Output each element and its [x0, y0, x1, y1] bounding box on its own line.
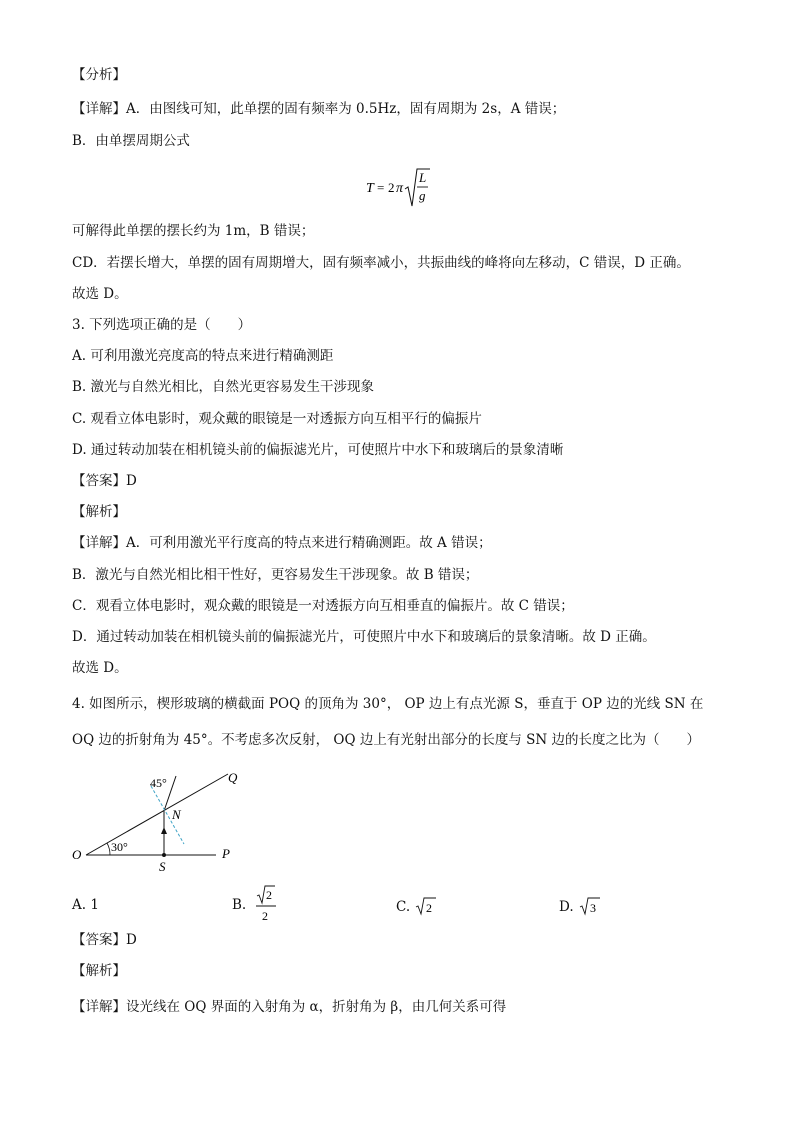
point-S-dot: [162, 853, 166, 857]
question-3-detail-c: C．观看立体电影时，观众戴的眼镜是一对透振方向互相垂直的偏振片。故 C 错误；: [72, 598, 574, 614]
formula-g: g: [419, 188, 426, 203]
line-formula-intro: B．由单摆周期公式: [72, 133, 190, 149]
question-3-detail-b: B．激光与自然光相比相干性好，更容易发生干涉现象。故 B 错误；: [72, 567, 479, 583]
line-choose-d-1: 故选 D。: [72, 286, 128, 302]
label-N: N: [172, 807, 181, 822]
wedge-glass-diagram: [66, 766, 246, 882]
formula-eq: =: [377, 180, 385, 195]
question-4-stem-line-2: OQ 边的折射角为 45°。不考虑多次反射， OQ 边上有光射出部分的长度与 SN 边的长度之比为（ ）: [72, 732, 701, 748]
label-P: P: [222, 846, 230, 861]
option-d-radicand: 3: [589, 901, 596, 915]
formula-2: 2: [388, 180, 395, 195]
line-detail-a: 【详解】A．由图线可知，此单摆的固有频率为 0.5Hz，固有周期为 2s，A 错误；: [72, 101, 566, 117]
line-length-result: 可解得此单摆的摆长约为 1m，B 错误；: [72, 223, 315, 239]
formula-L: L: [419, 170, 427, 185]
formula-radical: [405, 169, 430, 206]
question-3-choose-d: 故选 D。: [72, 660, 128, 676]
option-b-numerator: 2: [265, 888, 272, 902]
question-3-option-d: D. 通过转动加装在相机镜头前的偏振滤光片，可使照片中水下和玻璃后的景象清晰: [72, 442, 564, 458]
label-30-degree: 30°: [111, 840, 128, 854]
question-3-option-a: A. 可利用激光亮度高的特点来进行精确测距: [72, 348, 334, 364]
option-b-denominator: 2: [261, 909, 268, 923]
question-3-stem: 3. 下列选项正确的是（ ）: [72, 317, 252, 333]
label-Q: Q: [228, 770, 238, 785]
label-45-degree: 45°: [150, 776, 167, 790]
option-c-radicand: 2: [426, 901, 433, 915]
question-3-option-c: C. 观看立体电影时，观众戴的眼镜是一对透振方向互相平行的偏振片: [72, 411, 482, 427]
question-3-detail-d: D．通过转动加装在相机镜头前的偏振滤光片，可使照片中水下和玻璃后的景象清晰。故 D 正确。: [72, 629, 656, 645]
pendulum-period-formula: [364, 165, 444, 215]
label-O: O: [72, 847, 82, 862]
question-4-detail: 【详解】设光线在 OQ 界面的入射角为 α，折射角为 β，由几何关系可得: [72, 999, 507, 1015]
option-b-fraction: [251, 884, 281, 926]
question-4-answer: 【答案】D: [72, 932, 137, 948]
question-3-option-b: B. 激光与自然光相比，自然光更容易发生干涉现象: [72, 379, 375, 395]
question-3-answer: 【答案】D: [72, 473, 137, 489]
question-4-option-a: [72, 896, 99, 914]
question-4-analysis-label: 【解析】: [72, 963, 126, 979]
option-c-label: C.: [396, 899, 411, 915]
question-4-option-d: [559, 896, 602, 916]
option-d-sqrt: [578, 896, 602, 916]
option-c-sqrt: [414, 896, 438, 916]
option-a-value: 1: [90, 897, 99, 913]
angle-arc-30: [107, 843, 110, 855]
ray-arrow: [161, 827, 167, 834]
question-4-option-b: [232, 884, 281, 926]
formula-pi: π: [396, 181, 404, 196]
question-3-detail-a: 【详解】A．可利用激光平行度高的特点来进行精确测距。故 A 错误；: [72, 535, 492, 551]
question-4-stem-line-1: 4. 如图所示，楔形玻璃的横截面 POQ 的顶角为 30°， OP 边上有点光源 S，垂直于 OP 边的光线 SN 在: [72, 696, 704, 712]
option-d-label: D.: [559, 899, 574, 915]
line-analysis-1: 【分析】: [72, 67, 126, 83]
question-4-option-c: [396, 896, 438, 916]
label-S: S: [159, 859, 166, 874]
option-a-label: A.: [72, 897, 87, 913]
line-detail-cd: CD．若摆长增大，单摆的固有周期增大，固有频率减小，共振曲线的峰将向左移动，C 错误，D 正确。: [72, 255, 690, 271]
option-b-label: B.: [232, 897, 247, 913]
formula-T: T: [366, 181, 374, 196]
question-3-analysis-label: 【解析】: [72, 504, 126, 520]
